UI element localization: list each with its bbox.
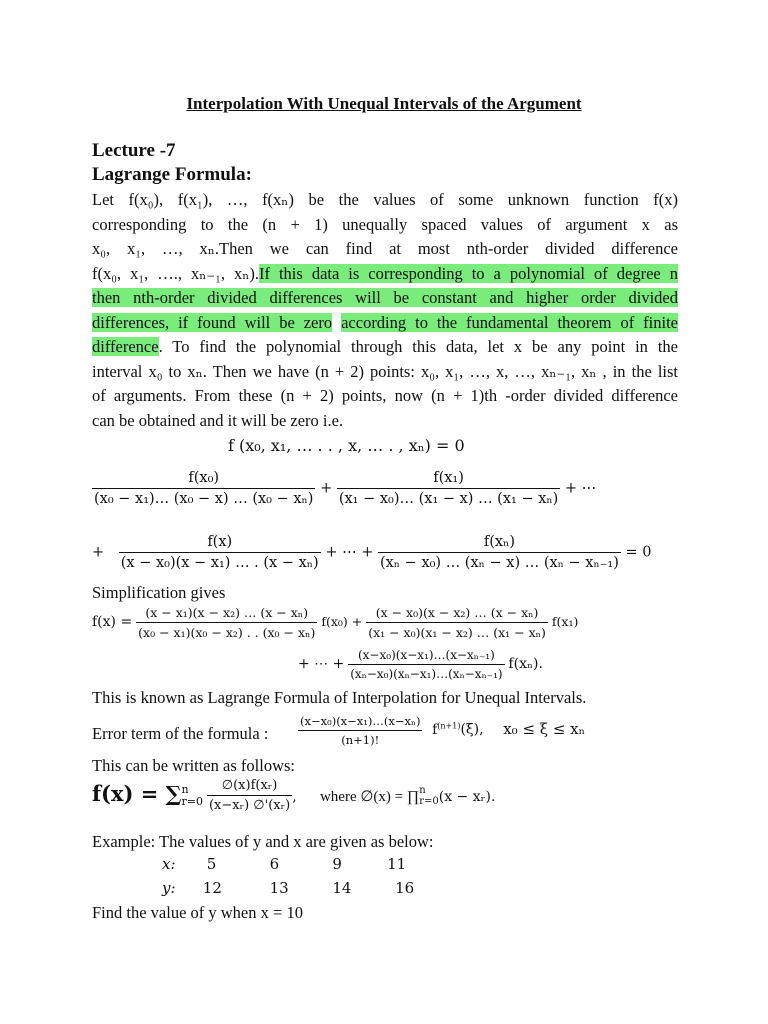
x-value: 5 xyxy=(206,855,217,873)
page-title: Interpolation With Unequal Intervals of the Argument xyxy=(186,94,582,113)
ellipsis: + ⋯ xyxy=(564,480,597,497)
equals-zero: = 0 xyxy=(625,544,652,561)
highlight: differences, if found will be zero xyxy=(92,312,333,332)
denominator: (x₀ − x₁)… (x₀ − x) … (x₀ − xₙ) xyxy=(92,488,315,507)
intro-text: . To find the polynomial through this data, let x be any point in the xyxy=(158,337,678,356)
equation-line-3b xyxy=(298,648,543,681)
lecture-heading: Lecture -7 xyxy=(92,140,176,161)
fraction xyxy=(298,714,422,747)
lhs: f(x) = xyxy=(92,614,133,630)
denominator: (x₁ − x₀)(x₁ − x₂) … (x₁ − xₙ) xyxy=(366,622,548,640)
fraction xyxy=(348,648,504,681)
ellipsis: + ⋯ + xyxy=(298,656,345,672)
equation-line-1 xyxy=(92,470,596,507)
intro-line: interval x₀ to xₙ. Then we have (n + 2) points: x₀, x₁, …, x, …, xₙ₋₁, xₙ , in the list xyxy=(92,361,678,381)
fraction xyxy=(207,778,292,813)
equation-line-3 xyxy=(92,605,578,640)
numerator: f(x₀) xyxy=(188,470,220,486)
x-label: x: xyxy=(162,855,176,873)
plus-sign: + xyxy=(92,544,105,561)
denominator: (n+1)! xyxy=(298,730,422,747)
numerator: (x−x₀)(x−x₁)…(x−xₙ₋₁) xyxy=(357,648,495,662)
intro-line: Let f(x₀), f(x₁), …, f(xₙ) be the values of some unknown function f(x) xyxy=(92,190,678,209)
x-value: 6 xyxy=(269,855,280,873)
comma: , xyxy=(292,789,297,805)
error-term xyxy=(298,714,585,747)
known-as-text: This is known as Lagrange Formula of Interpolation for Unequal Intervals. xyxy=(92,688,587,707)
fraction xyxy=(92,470,315,507)
sum-lhs: f(x) = ∑ xyxy=(92,781,182,806)
sum-sup: n xyxy=(181,782,189,796)
term-arg: (ξ), xyxy=(460,721,484,738)
numerator: (x − x₀)(x − x₂) … (x − xₙ) xyxy=(375,605,539,620)
intro-text: f(x₀, x₁, …., xₙ₋₁, xₙ). xyxy=(92,263,259,283)
fraction xyxy=(136,605,317,640)
fraction xyxy=(337,470,560,507)
denominator: (x−xᵣ) ∅'(xᵣ) xyxy=(207,795,292,813)
intro-paragraph xyxy=(92,188,678,433)
numerator: ∅(x)f(xᵣ) xyxy=(221,778,278,793)
denominator: (xₙ−x₀)(xₙ−x₁)…(xₙ−xₙ₋₁) xyxy=(348,664,504,681)
ellipsis: + ⋯ + xyxy=(325,544,374,561)
intro-line xyxy=(92,311,678,336)
intro-line: of arguments. From these (n + 2) points, now (n + 1)th -order divided difference xyxy=(92,386,678,405)
intro-line: corresponding to the (n + 1) unequally spaced values of argument x as xyxy=(92,214,678,234)
y-value: 14 xyxy=(332,879,352,897)
prod-tail: (x − xᵣ). xyxy=(438,789,496,805)
intro-line xyxy=(92,335,678,360)
y-value: 16 xyxy=(395,879,415,897)
sum-sub: r=0 xyxy=(181,794,203,808)
term-f: f(x₀) + xyxy=(321,614,363,629)
section-heading: Lagrange Formula: xyxy=(92,164,252,185)
equation-zero: f (x₀, x₁, … . . , x, … . , xₙ) = 0 xyxy=(228,436,465,455)
equation-line-2 xyxy=(92,534,651,571)
where-text: where ∅(x) = ∏ xyxy=(319,789,420,805)
numerator: (x − x₁)(x − x₂) … (x − xₙ) xyxy=(145,605,309,620)
x-value: 11 xyxy=(387,855,407,873)
x-values-row xyxy=(162,855,427,873)
y-values-row xyxy=(162,879,435,897)
denominator: (x₁ − x₀)… (x₁ − x) … (x₁ − xₙ) xyxy=(337,488,560,507)
prod-sup: n xyxy=(419,784,426,796)
y-value: 12 xyxy=(202,879,222,897)
fraction xyxy=(366,605,548,640)
highlight: difference xyxy=(92,337,159,356)
denominator: (xₙ − x₀) … (xₙ − x) … (xₙ − xₙ₋₁) xyxy=(378,552,621,571)
intro-line: can be obtained and it will be zero i.e. xyxy=(92,410,344,430)
denominator: (x − x₀)(x − x₁) … . (x − xₙ) xyxy=(119,552,321,571)
highlight: according to the fundamental theorem of finite xyxy=(341,312,678,332)
plus-sign: + xyxy=(320,480,333,497)
simplification-text: Simplification gives xyxy=(92,583,226,602)
fraction xyxy=(378,534,621,571)
term-f: f(xₙ). xyxy=(508,656,543,672)
y-value: 13 xyxy=(269,879,289,897)
prod-sub: r=0 xyxy=(419,795,439,807)
intro-line xyxy=(92,286,678,311)
term-f: f(x₁) xyxy=(551,614,579,629)
sum-formula xyxy=(92,778,495,813)
x-value: 9 xyxy=(332,855,342,873)
error-range: x₀ ≤ ξ ≤ xₙ xyxy=(503,719,586,738)
highlight: then nth-order divided differences will be constant and higher order divided xyxy=(92,288,678,307)
highlight: If this data is corresponding to a polynomial of degree n xyxy=(258,263,678,283)
error-label: Error term of the formula : xyxy=(92,724,269,743)
numerator: f(x) xyxy=(207,534,233,550)
numerator: f(xₙ) xyxy=(483,534,515,550)
numerator: f(x₁) xyxy=(433,470,464,486)
numerator: (x−x₀)(x−x₁)…(x−xₙ) xyxy=(300,714,421,728)
term-f: f xyxy=(432,721,438,738)
denominator: (x₀ − x₁)(x₀ − x₂) . . (x₀ − xₙ) xyxy=(136,622,317,640)
example-text: Example: The values of y and x are given as below: xyxy=(92,832,434,851)
superscript: (n+1) xyxy=(437,721,461,731)
intro-line xyxy=(92,262,678,287)
fraction xyxy=(119,534,321,571)
intro-line: x₀, x₁, …, xₙ.Then we can find at most nth-order divided difference xyxy=(92,239,678,258)
y-label: y: xyxy=(162,879,176,897)
written-as-text: This can be written as follows: xyxy=(92,756,295,775)
find-text: Find the value of y when x = 10 xyxy=(92,903,303,922)
